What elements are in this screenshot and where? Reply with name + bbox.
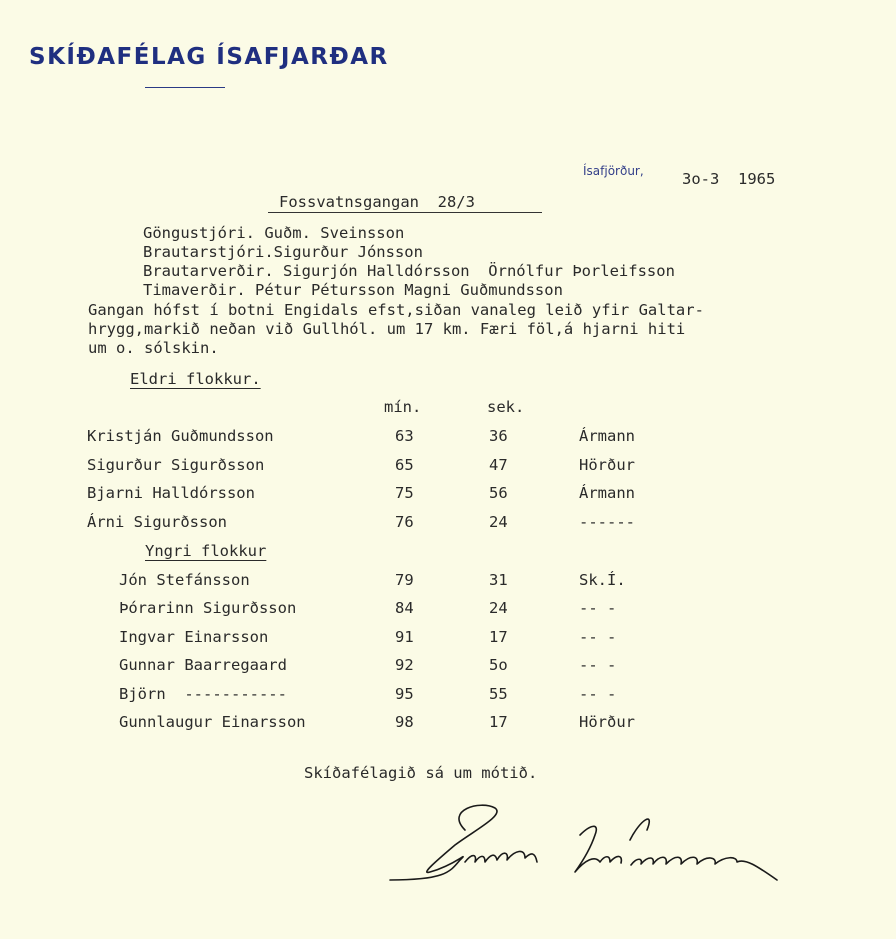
seconds-value: 24 — [489, 599, 508, 617]
athlete-name: Ingvar Einarsson — [119, 628, 269, 646]
seconds-value: 31 — [489, 571, 508, 589]
club-value: Ármann — [579, 484, 635, 502]
official-line: Brautarstjóri.Sigurður Jónsson — [143, 243, 423, 261]
athlete-name: Gunnar Baarregaard — [119, 656, 287, 674]
seconds-value: 47 — [489, 456, 508, 474]
seconds-value: 55 — [489, 685, 508, 703]
club-value: Sk.Í. — [579, 571, 626, 589]
official-line: Göngustjóri. Guðm. Sveinsson — [143, 224, 405, 242]
seconds-value: 36 — [489, 427, 508, 445]
athlete-name: Jón Stefánsson — [119, 571, 250, 589]
letterhead-title: SKÍÐAFÉLAG ÍSAFJARÐAR — [29, 44, 389, 70]
seconds-value: 17 — [489, 713, 508, 731]
course-description-line: hrygg,markið neðan við Gullhól. um 17 km. Færi föl,á hjarni hiti — [88, 320, 686, 338]
handwritten-signature — [385, 800, 795, 890]
seconds-value: 56 — [489, 484, 508, 502]
athlete-name: Kristján Guðmundsson — [87, 427, 274, 445]
club-value: ------ — [579, 513, 635, 531]
seconds-column-header: sek. — [487, 398, 525, 416]
official-line: Brautarverðir. Sigurjón Halldórsson Örnólfur Þorleifsson — [143, 262, 675, 280]
minutes-value: 92 — [395, 656, 414, 674]
younger-class-heading: Yngri flokkur — [145, 542, 267, 560]
athlete-name: Björn ----------- — [119, 685, 287, 703]
minutes-value: 95 — [395, 685, 414, 703]
club-value: Hörður — [579, 456, 635, 474]
club-value: -- - — [579, 599, 617, 617]
seconds-value: 24 — [489, 513, 508, 531]
athlete-name: Þórarinn Sigurðsson — [119, 599, 297, 617]
club-value: -- - — [579, 685, 617, 703]
course-description-line: Gangan hófst í botni Engidals efst,siðan vanaleg leið yfir Galtar- — [88, 301, 704, 319]
seconds-value: 5o — [489, 656, 508, 674]
letterhead-rule — [145, 87, 225, 88]
athlete-name: Sigurður Sigurðsson — [87, 456, 265, 474]
minutes-value: 79 — [395, 571, 414, 589]
minutes-value: 63 — [395, 427, 414, 445]
minutes-column-header: mín. — [384, 398, 422, 416]
event-title-rule — [268, 212, 542, 213]
official-line: Timaverðir. Pétur Pétursson Magni Guðmundsson — [143, 281, 563, 299]
minutes-value: 91 — [395, 628, 414, 646]
minutes-value: 75 — [395, 484, 414, 502]
course-description-line: um o. sólskin. — [88, 339, 219, 357]
place-label: Ísafjörður, — [583, 164, 644, 178]
club-value: -- - — [579, 656, 617, 674]
minutes-value: 98 — [395, 713, 414, 731]
seconds-value: 17 — [489, 628, 508, 646]
athlete-name: Gunnlaugur Einarsson — [119, 713, 306, 731]
minutes-value: 76 — [395, 513, 414, 531]
athlete-name: Bjarni Halldórsson — [87, 484, 255, 502]
athlete-name: Árni Sigurðsson — [87, 513, 227, 531]
elder-class-heading: Eldri flokkur. — [130, 370, 261, 388]
club-value: Ármann — [579, 427, 635, 445]
club-value: -- - — [579, 628, 617, 646]
minutes-value: 84 — [395, 599, 414, 617]
event-title: Fossvatnsgangan 28/3 — [279, 193, 475, 211]
date: 3o-3 1965 — [682, 170, 776, 188]
club-value: Hörður — [579, 713, 635, 731]
closing-line: Skíðafélagið sá um mótið. — [304, 764, 538, 782]
minutes-value: 65 — [395, 456, 414, 474]
